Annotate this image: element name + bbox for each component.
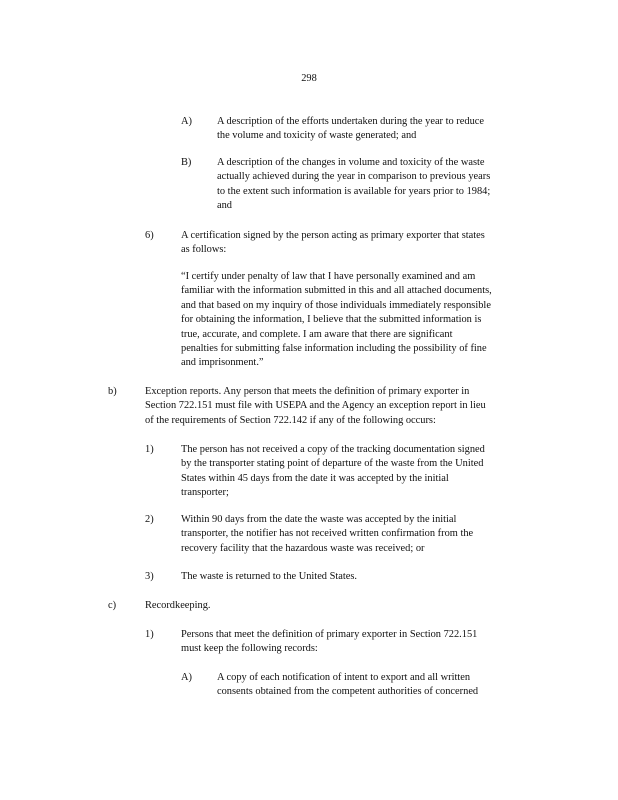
item-c-1: [145, 628, 519, 657]
item-5-A: [181, 115, 523, 144]
item-c-recordkeeping: [108, 599, 345, 613]
item-marker: 1): [145, 444, 154, 455]
item-marker: A): [181, 672, 192, 683]
item-marker: b): [108, 386, 117, 397]
item-b-exception-reports: [108, 385, 541, 428]
item-text: The person has not received a copy of the tracking documentation signed by the transporter stating point of departure of the waste from the United States within 45 days from the date it was accepted by the initial transporter;: [181, 444, 485, 499]
item-text: A certification signed by the person acting as primary exporter that states as follows:: [181, 230, 485, 256]
item-c-1-A: [181, 671, 513, 700]
item-b-2: [145, 513, 521, 556]
item-b-1: [145, 443, 529, 501]
page-number: 298: [301, 73, 317, 84]
item-text: A description of the efforts undertaken during the year to reduce the volume and toxicity of waste generated; and: [217, 116, 484, 142]
item-marker: c): [108, 600, 117, 611]
item-text: Persons that meet the definition of primary exporter in Section 722.151 must keep the following records:: [181, 629, 478, 655]
item-5-B: [181, 156, 532, 214]
item-marker: A): [181, 116, 192, 127]
item-text: The waste is returned to the United States.: [181, 571, 358, 582]
item-6: [145, 229, 533, 258]
item-text: Within 90 days from the date the waste was accepted by the initial transporter, the notifier has not received written confirmation from the recovery facility that the hazardous waste was received; or: [181, 514, 474, 554]
item-text: A description of the changes in volume and toxicity of the waste actually achieved during the year in comparison to previous years to the extent such information is available for years prior to 1984; and: [217, 157, 491, 212]
certification-quote: “I certify under penalty of law that I have personally examined and am familiar with the information submitted in this and all attached documents, and that based on my inquiry of those individuals immediately responsible for obtaining the information, I believe that the submitted information is true, accurate, and complete. I am aware that there are significant penalties for submitting false information including the possibility of fine and imprisonment.”: [181, 271, 492, 369]
item-marker: 3): [145, 571, 154, 582]
item-text: Recordkeeping.: [145, 600, 211, 611]
item-text: A copy of each notification of intent to export and all written consents obtained from the competent authorities of concerned: [217, 672, 479, 698]
item-text: Exception reports. Any person that meets the definition of primary exporter in Section 722.151 must file with USEPA and the Agency an exception report in lieu of the requirements of Section 722.142 if any of the following occurs:: [145, 386, 486, 426]
item-b-3: [145, 570, 521, 584]
item-marker: 1): [145, 629, 154, 640]
item-marker: 6): [145, 230, 154, 241]
item-marker: B): [181, 157, 192, 168]
item-marker: 2): [145, 514, 154, 525]
